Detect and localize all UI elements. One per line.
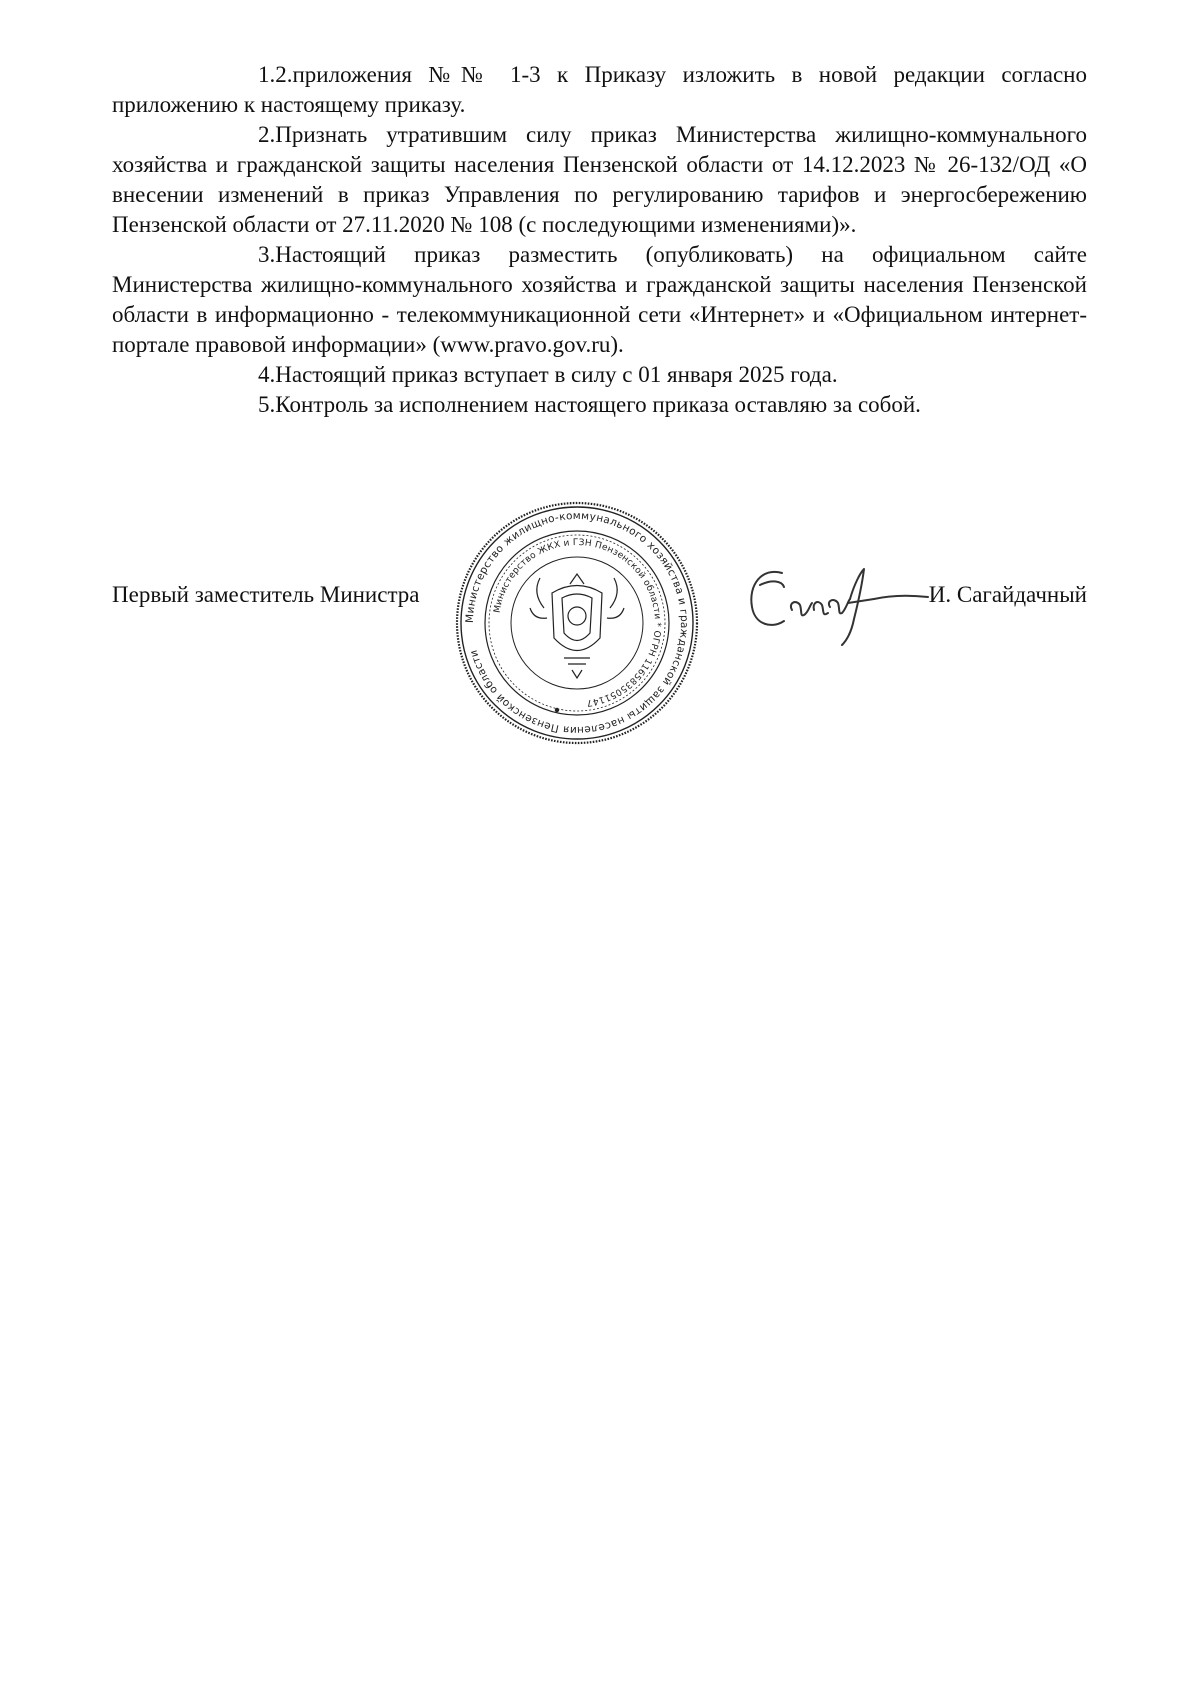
document-body — [112, 60, 1087, 420]
seal-outer-text: Министерство жилищно-коммунального хозяйства и гражданской защиты населения Пензенской области — [463, 509, 691, 737]
handwritten-signature — [742, 555, 932, 650]
paragraph-number: 5. — [258, 392, 276, 417]
paragraph-4 — [112, 360, 1087, 390]
paragraph-5 — [112, 390, 1087, 420]
paragraph-number: 1.2. — [258, 62, 293, 87]
coat-of-arms-icon — [530, 574, 624, 678]
paragraph-1-2 — [112, 60, 1087, 120]
paragraph-3 — [112, 240, 1087, 360]
paragraph-text: Контроль за исполнением настоящего приказа оставляю за собой. — [275, 392, 921, 417]
paragraph-text: Настоящий приказ разместить (опубликовать) на официальном сайте Министерства жилищно-коммунального хозяйства и гражданской защиты населения Пензенской области в информационно - телекоммуникационной сети «Интернет» и «Официальном интернет-портале правовой информации» (www.pravo.gov.ru). — [112, 242, 1087, 357]
paragraph-number: 3. — [258, 242, 276, 267]
paragraph-text: Настоящий приказ вступает в силу с 01 января 2025 года. — [275, 362, 838, 387]
signatory-name: И. Сагайдачный — [928, 582, 1087, 607]
paragraph-text: Признать утратившим силу приказ Министерства жилищно-коммунального хозяйства и гражданской защиты населения Пензенской области от 14.12.2023 № 26-132/ОД «О внесении изменений в приказ Управления по регулированию тарифов и энергосбережению Пензенской области от 27.11.2020 № 108 (с последующими изменениями)». — [112, 122, 1087, 237]
paragraph-2 — [112, 120, 1087, 240]
seal-inner-text: Министерство ЖКХ и ГЗН Пензенской области * ОГРН 1165835051147 — [492, 537, 663, 708]
seal-star-icon — [555, 708, 559, 712]
paragraph-number: 4. — [258, 362, 276, 387]
paragraph-number: 2. — [258, 122, 276, 147]
official-seal — [452, 498, 702, 748]
signatory-title: Первый заместитель Министра — [112, 582, 420, 607]
paragraph-text: приложения №№ 1-3 к Приказу изложить в новой редакции согласно приложению к настоящему приказу. — [112, 62, 1087, 117]
